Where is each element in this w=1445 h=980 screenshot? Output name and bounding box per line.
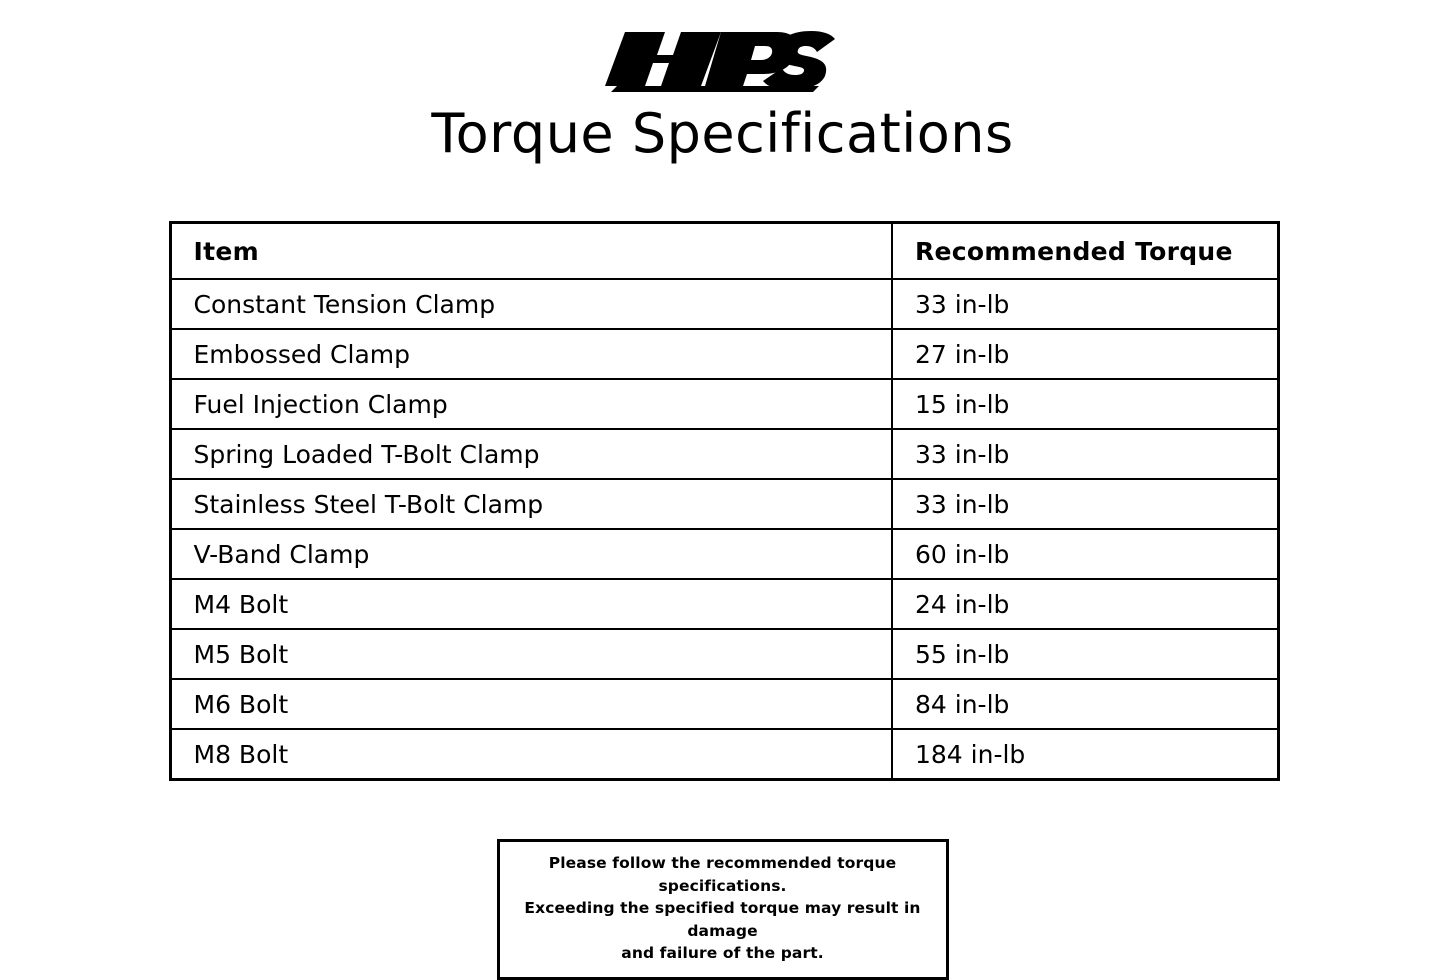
table-row [170, 729, 1278, 780]
note-wrapper [0, 839, 1445, 979]
cell-item: Embossed Clamp [170, 329, 892, 379]
table-row [170, 479, 1278, 529]
cell-item: Fuel Injection Clamp [170, 379, 892, 429]
warning-note-box [497, 839, 949, 979]
cell-torque: 84 in-lb [892, 679, 1278, 729]
table-row [170, 329, 1278, 379]
table-body [170, 279, 1278, 780]
table-row [170, 379, 1278, 429]
hps-logo-icon [603, 28, 843, 92]
cell-torque: 24 in-lb [892, 579, 1278, 629]
table-row [170, 279, 1278, 329]
cell-item: Stainless Steel T-Bolt Clamp [170, 479, 892, 529]
cell-torque: 33 in-lb [892, 479, 1278, 529]
table-header-row [170, 223, 1278, 280]
cell-torque: 55 in-lb [892, 629, 1278, 679]
table-row [170, 429, 1278, 479]
note-line-1: Please follow the recommended torque specifications. [548, 854, 897, 895]
table-row [170, 679, 1278, 729]
table-row [170, 529, 1278, 579]
note-line-2: Exceeding the specified torque may result in damage [524, 899, 921, 940]
table-row [170, 579, 1278, 629]
brand-logo [0, 0, 1445, 80]
cell-torque: 15 in-lb [892, 379, 1278, 429]
torque-specifications-table [169, 221, 1280, 781]
column-header-torque: Recommended Torque [892, 223, 1278, 280]
cell-torque: 184 in-lb [892, 729, 1278, 780]
note-line-3: and failure of the part. [621, 944, 824, 963]
page-title: Torque Specifications [431, 102, 1014, 165]
cell-torque: 60 in-lb [892, 529, 1278, 579]
column-header-item: Item [170, 223, 892, 280]
cell-item: M4 Bolt [170, 579, 892, 629]
table-header [170, 223, 1278, 280]
cell-item: M5 Bolt [170, 629, 892, 679]
cell-torque: 33 in-lb [892, 279, 1278, 329]
cell-item: M8 Bolt [170, 729, 892, 780]
cell-item: M6 Bolt [170, 679, 892, 729]
torque-table-wrapper [169, 221, 1277, 781]
cell-item: Constant Tension Clamp [170, 279, 892, 329]
cell-item: V-Band Clamp [170, 529, 892, 579]
table-row [170, 629, 1278, 679]
cell-torque: 33 in-lb [892, 429, 1278, 479]
cell-torque: 27 in-lb [892, 329, 1278, 379]
cell-item: Spring Loaded T-Bolt Clamp [170, 429, 892, 479]
